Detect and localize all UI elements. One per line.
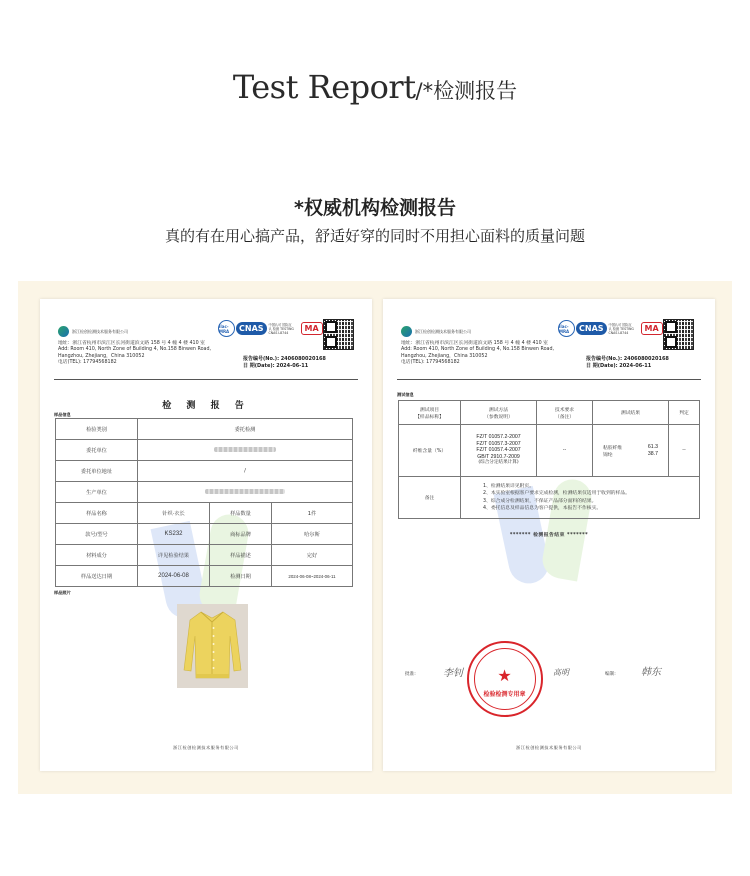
cell-label: 商标品牌 — [210, 524, 272, 545]
cma-logo: MA — [641, 322, 663, 335]
section-description: 真的有在用心搞产品，舒适好穿的同时不用担心面料的质量问题 — [164, 227, 585, 245]
header-judgement: 判定 — [669, 401, 700, 425]
cell-label: 委托单位 — [56, 440, 138, 461]
report-no: 2406080020168 — [623, 356, 669, 362]
ilac-logo: ilac-MRA — [218, 320, 235, 337]
cma-logo: MA — [301, 322, 323, 335]
report-no-label: 报告编号(No.): — [243, 356, 280, 362]
report-no: 2406080020168 — [280, 356, 326, 362]
cnas-logo: CNAS — [236, 322, 267, 335]
cnas-caption: 中国认可 国际互认 检测 TESTING CNAS L8744 — [608, 322, 634, 335]
address-en-2: Hangzhou, Zhejiang，China 310052 — [58, 353, 145, 359]
org-logo — [58, 326, 128, 337]
cell-value: 哈尔斯 — [272, 524, 353, 545]
report-page-right — [383, 299, 715, 771]
cell-label: 样品名称 — [56, 503, 138, 524]
cell-notes — [461, 477, 700, 519]
section-title: *权威机构检测报告 — [294, 197, 456, 219]
table-row — [56, 503, 353, 524]
cell-label: 样品数量 — [210, 503, 272, 524]
date-label: 日 期(Date): — [243, 362, 275, 369]
note-line: 1、检测结果详见附页。 — [483, 483, 535, 489]
ilac-logo: ilac-MRA — [558, 320, 575, 337]
org-name: 浙江检创检测技术服务有限公司 — [72, 328, 128, 334]
date-label: 日 期(Date): — [586, 362, 618, 369]
method-note: (综合分定结果计算) — [478, 460, 519, 466]
signature-1: 李钊 — [443, 668, 463, 679]
certification-logos — [558, 320, 663, 337]
telephone: 电话(TEL): 17794568182 — [401, 360, 460, 366]
qr-code-icon — [663, 319, 694, 350]
sample-photo-label: 样品照片 — [54, 590, 71, 595]
cell-label: 样品送达日期 — [56, 566, 138, 587]
result-value: 61.3 — [647, 443, 658, 450]
cell-value: 1件 — [272, 503, 353, 524]
cardigan-image — [183, 608, 242, 684]
header-method-label: 测试方法 — [488, 407, 509, 413]
page-title-zh: /*检测报告 — [415, 79, 518, 103]
address-cn: 地址：浙江省杭州市滨江区长河街道滨文路 158 号 4 幢 4 楼 410 室 — [401, 341, 548, 346]
method-line: GB/T 2910.7-2009 — [477, 453, 520, 460]
cell-value: KS232 — [138, 524, 210, 545]
header-method-sub: （参数说明） — [484, 414, 513, 420]
result-value: 38.7 — [647, 450, 658, 457]
result-name: 粘胶纤维 — [603, 445, 623, 451]
note-line: 2、本实验室根据客户要求完成检测，检测结果仅适用于收到的样品。 — [483, 491, 630, 497]
report-end-mark: ******* 检测报告结束 ******* — [509, 533, 589, 538]
cell-value: 针织·衣长 — [138, 503, 210, 524]
address-en-2: Hangzhou, Zhejiang，China 310052 — [401, 353, 488, 359]
report-date: 2024-06-11 — [276, 362, 309, 369]
seal-star-icon: ★ — [497, 666, 512, 685]
header-item-sub: 【样品标称】 — [415, 414, 444, 420]
table-row — [56, 524, 353, 545]
redacted-text — [214, 447, 276, 452]
header-divider — [397, 379, 701, 380]
result-line — [595, 444, 666, 451]
result-name: 锦纶 — [603, 452, 613, 458]
org-logo-icon — [58, 326, 69, 337]
cell-value: / — [138, 461, 353, 482]
address-cn: 地址：浙江省杭州市滨江区长河街道滨文路 158 号 4 幢 4 楼 410 室 — [58, 341, 205, 346]
table-header-row — [399, 401, 700, 425]
report-footer: 浙江检创检测技术服务有限公司 — [516, 745, 582, 750]
header-req-sub: （备注） — [554, 414, 575, 420]
cell-requirement: -- — [537, 425, 593, 477]
preparer-label: 编制: — [605, 672, 616, 677]
result-line — [595, 451, 666, 458]
test-results-table — [398, 400, 700, 519]
test-info-label: 测试信息 — [397, 392, 414, 397]
report-heading: 检 测 报 告 — [162, 401, 250, 411]
table-row — [56, 482, 353, 503]
sample-info-table — [55, 418, 353, 587]
header-requirement — [537, 401, 593, 425]
page-title — [0, 68, 750, 106]
address-en-1: Add: Room 410, North Zone of Building 4, No.158 Binwen Road, — [401, 347, 555, 353]
certification-logos — [218, 320, 323, 337]
cell-value: 完好 — [272, 545, 353, 566]
table-row — [399, 425, 700, 477]
report-footer: 浙江检创检测技术服务有限公司 — [173, 745, 239, 750]
address-en-1: Add: Room 410, North Zone of Building 4, No.158 Binwen Road, — [58, 347, 212, 353]
note-line: 4、委托信息及样品信息为客户提供，本报告不作核实。 — [483, 505, 602, 511]
method-line: FZ/T 01057.4-2007 — [476, 447, 521, 454]
cell-label: 样品描述 — [210, 545, 272, 566]
note-line: 3、综合成分检测结果，不保证产品部分面料的结果。 — [483, 498, 597, 504]
cnas-logo: CNAS — [576, 322, 607, 335]
table-row — [56, 440, 353, 461]
report-info — [586, 356, 669, 369]
header-result: 测试结果 — [593, 401, 669, 425]
table-row — [56, 419, 353, 440]
official-seal — [467, 641, 543, 717]
approver-label: 批准: — [405, 672, 416, 677]
report-date: 2024-06-11 — [619, 362, 652, 369]
cell-item: 纤维含量（%） — [399, 425, 461, 477]
table-row — [56, 545, 353, 566]
cell-methods — [461, 425, 537, 477]
cnas-caption: 中国认可 国际互认 检测 TESTING CNAS L8744 — [268, 322, 294, 335]
cell-label: 款号/型号 — [56, 524, 138, 545]
sample-info-label: 样品信息 — [54, 412, 71, 417]
signature-2: 高明 — [553, 668, 569, 677]
header-divider — [54, 379, 358, 380]
cell-label: 材料成分 — [56, 545, 138, 566]
org-logo-icon — [401, 326, 412, 337]
method-line: FZ/T 01057.3-2007 — [476, 440, 521, 447]
cell-label: 检测日期 — [210, 566, 272, 587]
cell-label: 委托单位地址 — [56, 461, 138, 482]
org-logo — [401, 326, 471, 337]
cell-judgement: -- — [669, 425, 700, 477]
cell-value-redacted — [138, 482, 353, 503]
table-row — [56, 566, 353, 587]
cell-value: 2024-06-08~2024-06-11 — [272, 566, 353, 587]
table-row — [399, 477, 700, 519]
cell-value: 详见检验结果 — [138, 545, 210, 566]
telephone: 电话(TEL): 17794568182 — [58, 360, 117, 366]
header-method — [461, 401, 537, 425]
seal-text: 检验检测专用章 — [483, 691, 526, 698]
cell-result — [593, 425, 669, 477]
cell-label: 生产单位 — [56, 482, 138, 503]
address-block — [58, 341, 258, 367]
report-page-left — [40, 299, 372, 771]
cell-value: 2024-06-08 — [138, 566, 210, 587]
sample-photo — [177, 604, 248, 688]
cell-notes-label: 备注 — [399, 477, 461, 519]
qr-code-icon — [323, 319, 354, 350]
header-item — [399, 401, 461, 425]
cell-label: 检验类别 — [56, 419, 138, 440]
cell-value: 委托检测 — [138, 419, 353, 440]
table-row — [56, 461, 353, 482]
header-req-label: 技术要求 — [554, 407, 575, 413]
report-info — [243, 356, 326, 369]
org-name: 浙江检创检测技术服务有限公司 — [415, 328, 471, 334]
cell-value-redacted — [138, 440, 353, 461]
page-title-en: Test Report — [232, 68, 416, 106]
signature-3: 韩东 — [641, 667, 661, 678]
address-block — [401, 341, 601, 367]
report-no-label: 报告编号(No.): — [586, 356, 623, 362]
method-line: FZ/T 01057.2-2007 — [476, 434, 521, 441]
header-item-label: 测试项目 — [419, 407, 440, 413]
redacted-text — [205, 489, 285, 494]
